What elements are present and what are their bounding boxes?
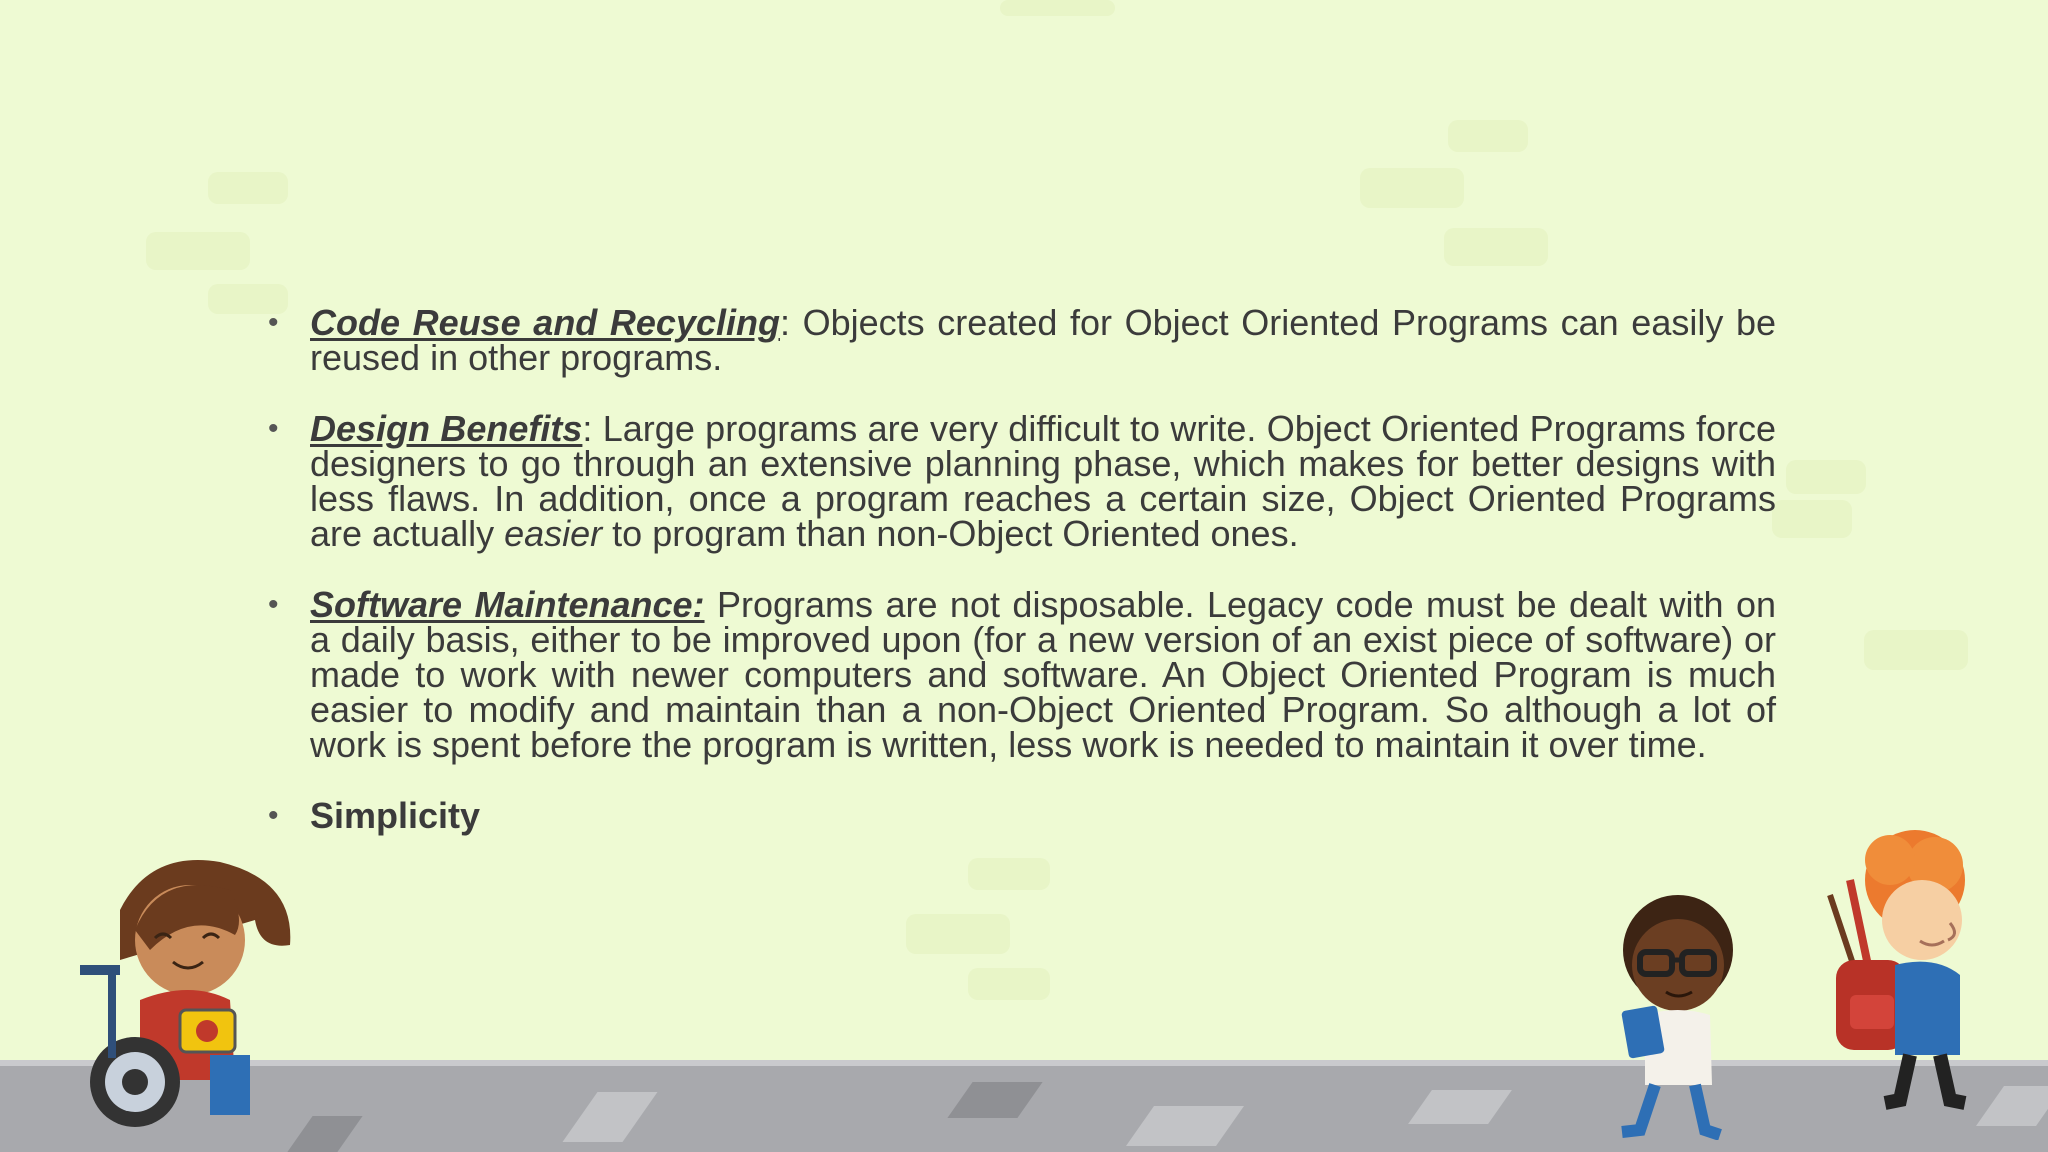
background-brick xyxy=(906,914,1010,954)
boy-with-book-illustration xyxy=(1600,880,1760,1140)
sidewalk-tile xyxy=(1126,1106,1244,1146)
sidewalk-tile xyxy=(1408,1090,1512,1124)
background-brick xyxy=(1448,120,1528,152)
bullet-dot: • xyxy=(268,306,279,339)
bullet-term: Simplicity xyxy=(310,795,481,836)
sidewalk-tile xyxy=(562,1092,657,1142)
bullet-software-maintenance xyxy=(268,584,1776,765)
bullet-dot: • xyxy=(268,588,279,621)
background-brick xyxy=(1772,500,1852,538)
bullet-emphasis: easier xyxy=(504,513,603,554)
background-brick xyxy=(968,968,1050,1000)
bullet-text: Objects created for Object Oriented Programs can easily be reused in other programs. xyxy=(310,302,1776,378)
girl-wheelchair-illustration xyxy=(60,850,320,1140)
background-brick xyxy=(1786,460,1866,494)
background-brick xyxy=(1864,630,1968,670)
bullet-separator: : xyxy=(582,408,593,449)
background-brick xyxy=(146,232,250,270)
bullet-dot: • xyxy=(268,412,279,445)
background-brick xyxy=(208,172,288,204)
bullet-simplicity xyxy=(268,795,1776,836)
slide-body xyxy=(268,302,1776,869)
bullet-dot: • xyxy=(268,799,279,832)
bullet-separator: : xyxy=(779,302,790,343)
bullet-term: Design Benefits xyxy=(310,408,583,449)
bullet-code-reuse xyxy=(268,302,1776,378)
background-brick xyxy=(1444,228,1548,266)
boy-with-backpack-illustration xyxy=(1800,825,2000,1115)
background-brick xyxy=(1360,168,1464,208)
bullet-text: Programs are not disposable. Legacy code must be dealt with on a daily basis, either to be improved upon (for a new version of an exist piece of software) or made to work with newer computers and software. An Object Oriented Program is much easier to modify and maintain than a non-Object Oriented Program. So although a lot of work is spent before the program is written, less work is needed to maintain it over time. xyxy=(310,584,1776,765)
background-brick xyxy=(1000,0,1115,16)
bullet-text-after: to program than non-Object Oriented ones. xyxy=(602,513,1299,554)
bullet-text: Large programs are very difficult to write. Object Oriented Programs force designers to go through an extensive planning phase, which makes for better designs with less flaws. In addition, once a program reaches a certain size, Object Oriented Programs are actually xyxy=(310,408,1776,554)
bullet-design-benefits xyxy=(268,408,1776,554)
bullet-term: Software Maintenance: xyxy=(310,584,705,625)
sidewalk-tile xyxy=(947,1082,1042,1118)
bullet-term: Code Reuse and Recycling xyxy=(310,302,780,343)
